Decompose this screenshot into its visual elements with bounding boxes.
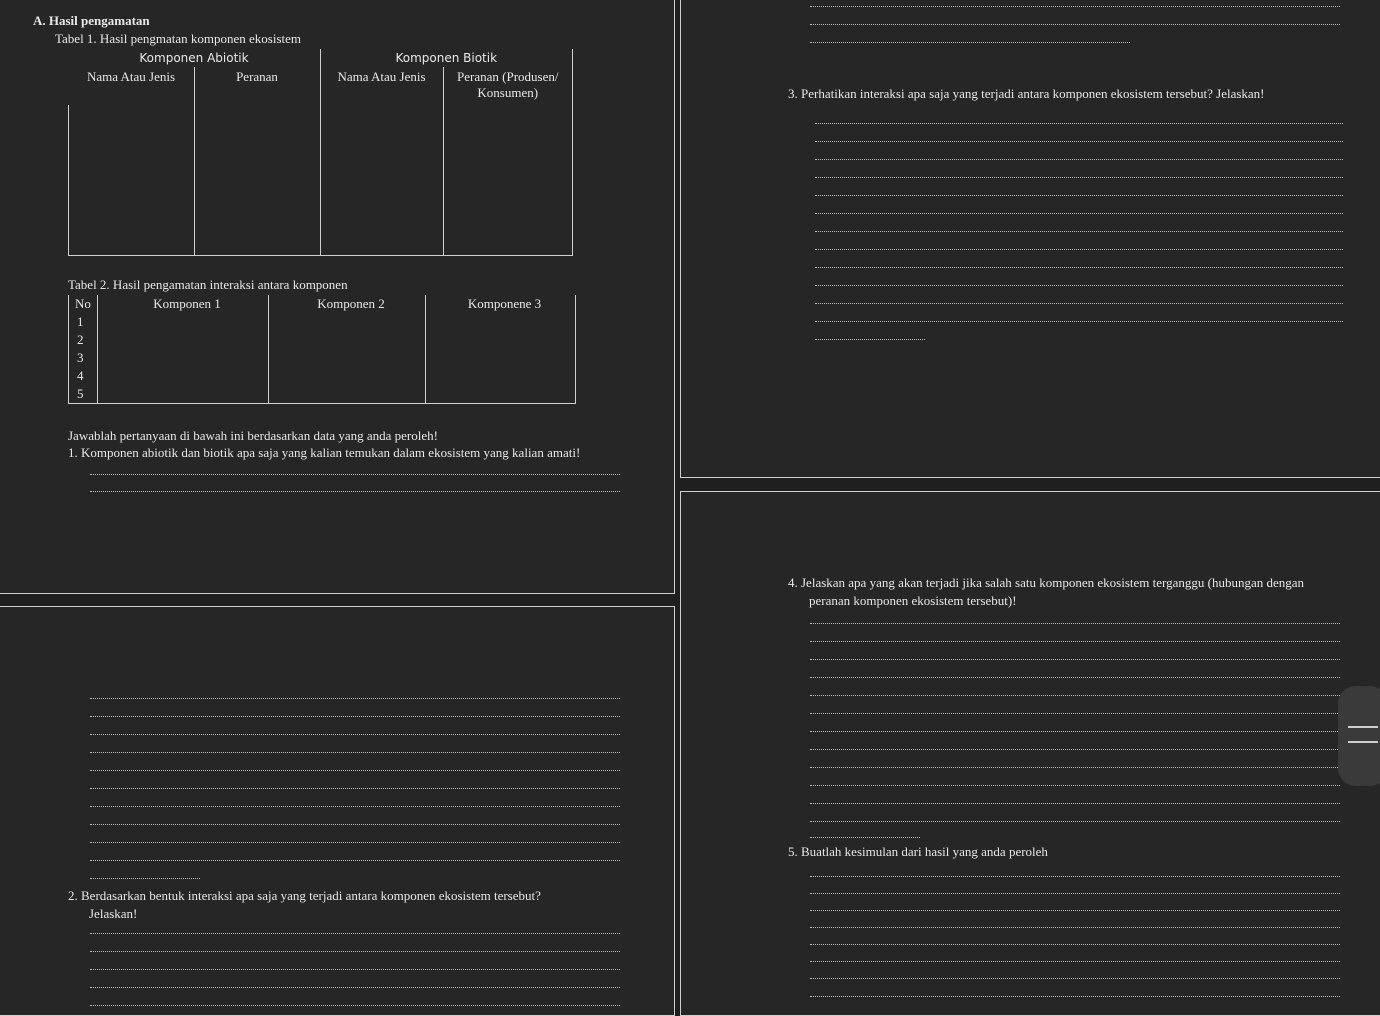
question-4: 4. Jelaskan apa yang akan terjadi jika salah satu komponen ekosistem terganggu (hubungan dengan <box>788 575 1305 590</box>
handle-grip-icon <box>1348 726 1378 728</box>
answer-line[interactable] <box>810 42 1130 43</box>
answer-line[interactable] <box>810 785 1340 786</box>
row-number: 3 <box>69 349 98 367</box>
row-number: 4 <box>69 367 98 385</box>
answer-line[interactable] <box>90 698 620 699</box>
side-panel-handle[interactable] <box>1338 686 1380 786</box>
answer-line[interactable] <box>815 177 1343 178</box>
answer-line[interactable] <box>815 213 1343 214</box>
question-2-continued: Jelaskan! <box>89 906 138 921</box>
cell[interactable] <box>98 385 269 404</box>
answer-line[interactable] <box>810 821 1340 822</box>
answer-line[interactable] <box>90 933 620 934</box>
answer-line[interactable] <box>810 6 1340 7</box>
answer-line[interactable] <box>815 339 925 340</box>
question-2: 2. Berdasarkan bentuk interaksi apa saja yang terjadi antara komponen ekosistem tersebut? <box>68 888 541 903</box>
answer-line[interactable] <box>810 24 1340 25</box>
col-komponen-2: Komponen 2 <box>269 295 426 313</box>
answer-line[interactable] <box>90 491 620 492</box>
answer-line[interactable] <box>90 987 620 988</box>
table-ecosystem-components <box>68 49 573 256</box>
answer-line[interactable] <box>90 474 620 475</box>
answer-line[interactable] <box>90 752 620 753</box>
answer-line[interactable] <box>815 303 1343 304</box>
cell-abiotik-nama[interactable] <box>69 105 195 255</box>
cell[interactable] <box>426 331 576 349</box>
answer-line[interactable] <box>810 837 920 838</box>
cell[interactable] <box>98 367 269 385</box>
cell[interactable] <box>426 367 576 385</box>
answer-line[interactable] <box>815 141 1343 142</box>
answer-line[interactable] <box>815 321 1343 322</box>
cell[interactable] <box>426 385 576 404</box>
answer-line[interactable] <box>90 788 620 789</box>
cell[interactable] <box>269 385 426 404</box>
page-panel-top-right <box>680 0 1380 478</box>
answer-line[interactable] <box>815 159 1343 160</box>
answer-line[interactable] <box>810 978 1340 979</box>
col-komponen-3: Komponene 3 <box>426 295 576 313</box>
cell-biotik-peranan[interactable] <box>443 105 573 255</box>
row-number: 2 <box>69 331 98 349</box>
answer-line[interactable] <box>810 893 1340 894</box>
row-number: 5 <box>69 385 98 404</box>
table2-caption: Tabel 2. Hasil pengamatan interaksi antara komponen <box>68 277 348 292</box>
col-peranan-abiotik: Peranan <box>194 67 320 105</box>
answer-line[interactable] <box>815 249 1343 250</box>
cell[interactable] <box>269 349 426 367</box>
answer-line[interactable] <box>810 713 1340 714</box>
cell[interactable] <box>269 331 426 349</box>
cell-biotik-nama[interactable] <box>320 105 443 255</box>
instructions: Jawablah pertanyaan di bawah ini berdasarkan data yang anda peroleh! <box>68 428 438 443</box>
question-4-continued: peranan komponen ekosistem tersebut)! <box>809 593 1017 608</box>
cell[interactable] <box>98 313 269 331</box>
cell[interactable] <box>98 331 269 349</box>
answer-line[interactable] <box>815 285 1343 286</box>
answer-line[interactable] <box>810 910 1340 911</box>
page-panel-bottom-right <box>680 491 1380 1016</box>
answer-line[interactable] <box>90 842 620 843</box>
answer-line[interactable] <box>810 927 1340 928</box>
question-1: 1. Komponen abiotik dan biotik apa saja yang kalian temukan dalam ekosistem yang kalian amati! <box>68 445 581 460</box>
answer-line[interactable] <box>810 659 1340 660</box>
cell[interactable] <box>269 313 426 331</box>
answer-line[interactable] <box>90 969 620 970</box>
answer-line[interactable] <box>810 961 1340 962</box>
answer-line[interactable] <box>90 860 620 861</box>
answer-line[interactable] <box>810 944 1340 945</box>
page-panel-bottom-left <box>0 606 675 1016</box>
col-nama-jenis-biotik: Nama Atau Jenis <box>320 67 443 105</box>
answer-line[interactable] <box>815 123 1343 124</box>
answer-line[interactable] <box>810 803 1340 804</box>
header-biotik: Komponen Biotik <box>320 49 573 67</box>
table-interactions <box>68 295 576 404</box>
answer-line[interactable] <box>90 806 620 807</box>
answer-line[interactable] <box>810 749 1340 750</box>
col-komponen-1: Komponen 1 <box>98 295 269 313</box>
table1-caption: Tabel 1. Hasil pengmatan komponen ekosistem <box>55 31 302 46</box>
answer-line[interactable] <box>810 695 1340 696</box>
section-title: A. Hasil pengamatan <box>33 13 150 28</box>
answer-line[interactable] <box>90 770 620 771</box>
col-peranan-biotik: Peranan (Produsen/ Konsumen) <box>443 67 573 105</box>
answer-line[interactable] <box>90 716 620 717</box>
answer-line[interactable] <box>90 878 200 879</box>
answer-line[interactable] <box>90 951 620 952</box>
answer-line[interactable] <box>810 623 1340 624</box>
answer-line[interactable] <box>810 677 1340 678</box>
question-5: 5. Buatlah kesimulan dari hasil yang anda peroleh <box>788 844 1048 859</box>
col-nama-jenis-abiotik: Nama Atau Jenis <box>69 67 195 105</box>
answer-line[interactable] <box>810 996 1340 997</box>
answer-line[interactable] <box>810 641 1340 642</box>
handle-grip-icon <box>1348 741 1378 743</box>
answer-line[interactable] <box>90 824 620 825</box>
answer-line[interactable] <box>815 231 1343 232</box>
question-3: 3. Perhatikan interaksi apa saja yang terjadi antara komponen ekosistem tersebut? Jelaskan! <box>788 86 1265 101</box>
cell[interactable] <box>98 349 269 367</box>
cell[interactable] <box>426 313 576 331</box>
answer-line[interactable] <box>810 767 1340 768</box>
cell-abiotik-peranan[interactable] <box>194 105 320 255</box>
cell[interactable] <box>269 367 426 385</box>
answer-line[interactable] <box>90 734 620 735</box>
row-number: 1 <box>69 313 98 331</box>
answer-line[interactable] <box>90 1005 620 1006</box>
col-no: No <box>69 295 98 313</box>
header-abiotik: Komponen Abiotik <box>69 49 321 67</box>
cell[interactable] <box>426 349 576 367</box>
answer-line[interactable] <box>815 267 1343 268</box>
answer-line[interactable] <box>810 876 1340 877</box>
answer-line[interactable] <box>810 731 1340 732</box>
answer-line[interactable] <box>815 195 1343 196</box>
